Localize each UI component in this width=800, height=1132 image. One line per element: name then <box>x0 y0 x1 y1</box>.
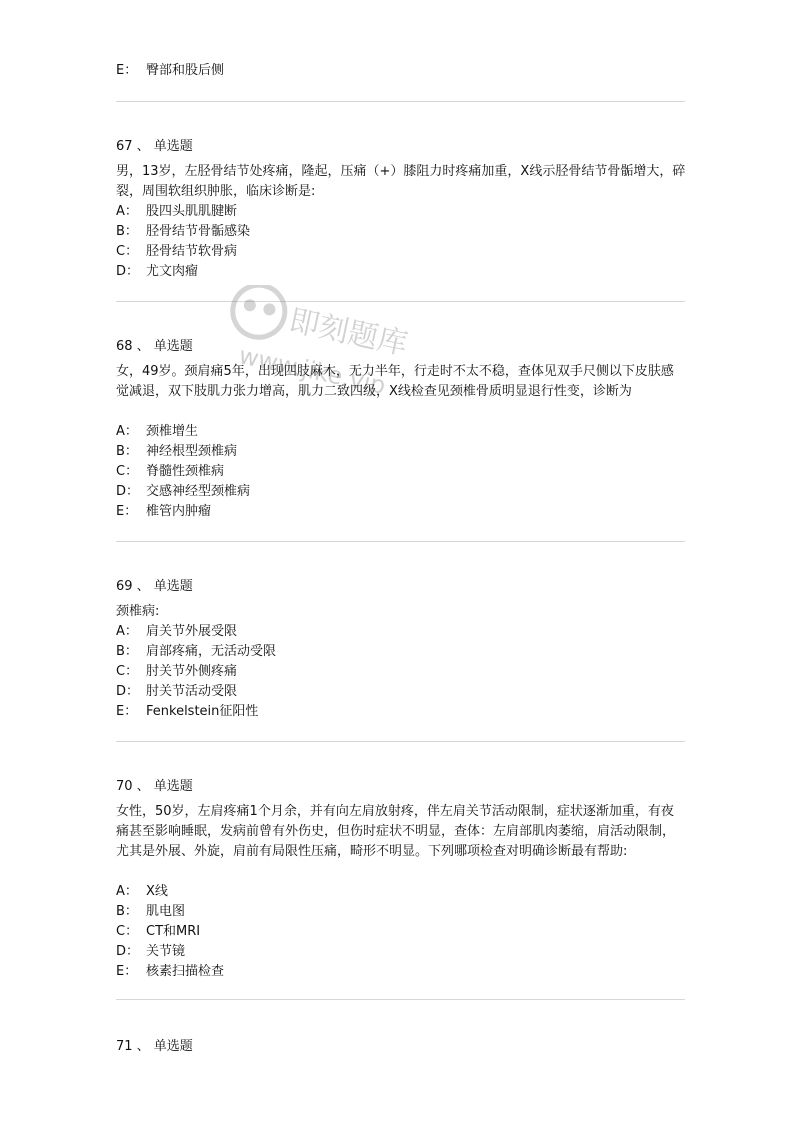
question-divider <box>116 301 685 302</box>
question-header: 71 、 单选题 <box>116 1039 193 1054</box>
option-d <box>116 482 686 502</box>
option-e <box>116 962 686 982</box>
option-text: 尤文肉瘤 <box>146 264 199 279</box>
option-key: B： <box>116 644 138 659</box>
option-key: E： <box>116 504 138 519</box>
watermark-text: 即刻题库 <box>285 303 411 363</box>
option-key: D： <box>116 684 140 699</box>
option-text: CT和MRI <box>146 924 201 939</box>
question-header: 67 、 单选题 <box>116 139 193 154</box>
option-key: A： <box>116 424 138 439</box>
option-key: D： <box>116 264 140 279</box>
question-stem: 女，49岁。颈肩痛5年，出现四肢麻木，无力半年，行走时不太不稳，查体见双手尺侧以下皮肤感觉减退，双下肢肌力张力增高，肌力二致四级，X线检查见颈椎骨质明显退行性变，诊断为 <box>116 364 674 399</box>
question-divider <box>116 999 685 1000</box>
watermark-url: www.jike.vip <box>236 341 389 400</box>
option-text: 胫骨结节软骨病 <box>146 244 238 259</box>
option-key: D： <box>116 484 140 499</box>
option-key: D： <box>116 944 140 959</box>
option-c <box>116 662 686 682</box>
option-text: 肘关节外侧疼痛 <box>146 664 238 679</box>
option-e <box>116 502 686 522</box>
option-text: 椎管内肿瘤 <box>146 504 212 519</box>
question-header: 68 、 单选题 <box>116 339 193 354</box>
option-key: B： <box>116 444 138 459</box>
option-e <box>116 702 686 722</box>
option-d <box>116 942 686 962</box>
option-key: C： <box>116 464 139 479</box>
option-key: C： <box>116 924 139 939</box>
question-divider <box>116 541 685 542</box>
option-key: A： <box>116 204 138 219</box>
option-b <box>116 902 686 922</box>
option-key: B： <box>116 904 138 919</box>
option-c <box>116 922 686 942</box>
option-key: E： <box>116 704 138 719</box>
option-text: 肌电图 <box>146 904 186 919</box>
option-text: 核素扫描检查 <box>146 964 225 979</box>
option-a <box>116 882 686 902</box>
option-a <box>116 202 686 222</box>
option-text: 关节镜 <box>146 944 186 959</box>
option-key: C： <box>116 244 139 259</box>
option-c <box>116 242 686 262</box>
option-d <box>116 262 686 282</box>
option-text: Fenkelstein征阳性 <box>146 704 259 719</box>
option-a <box>116 622 686 642</box>
option-c <box>116 462 686 482</box>
question-divider <box>116 101 685 102</box>
option-text: 脊髓性颈椎病 <box>146 464 225 479</box>
option-text: 臀部和股后侧 <box>146 63 225 78</box>
option-a <box>116 422 686 442</box>
option-text: 神经根型颈椎病 <box>146 444 238 459</box>
option-key: E： <box>116 63 138 78</box>
option-key: C： <box>116 664 139 679</box>
watermark-logo <box>210 285 430 435</box>
option-text: 颈椎增生 <box>146 424 199 439</box>
question-stem: 女性，50岁，左肩疼痛1个月余，并有向左肩放射疼，伴左肩关节活动限制，症状逐渐加重，有夜痛甚至影响睡眠，发病前曾有外伤史，但伤时症状不明显，查体：左肩部肌肉萎缩，肩活动限制，尤其是外展、外旋，肩前有局限性压痛，畸形不明显。下列哪项检查对明确诊断最有帮助: <box>116 804 676 859</box>
option-text: X线 <box>146 884 168 899</box>
panda-icon <box>228 285 290 342</box>
option-b <box>116 442 686 462</box>
option-text: 股四头肌肌腱断 <box>146 204 238 219</box>
option-key: E： <box>116 964 138 979</box>
question-stem: 男，13岁，左胫骨结节处疼痛，隆起，压痛（+）膝阻力时疼痛加重，X线示胫骨结节骨骺增大，碎裂，周围软组织肿胀，临床诊断是: <box>116 164 686 199</box>
option-key: A： <box>116 624 138 639</box>
option-b <box>116 222 686 242</box>
prev-option-e <box>116 61 686 81</box>
option-key: A： <box>116 884 138 899</box>
option-d <box>116 682 686 702</box>
question-stem: 颈椎病: <box>116 604 160 619</box>
option-text: 肘关节活动受限 <box>146 684 238 699</box>
option-text: 交感神经型颈椎病 <box>146 484 251 499</box>
option-key: B： <box>116 224 138 239</box>
question-divider <box>116 741 685 742</box>
option-text: 胫骨结节骨骺感染 <box>146 224 251 239</box>
option-text: 肩关节外展受限 <box>146 624 238 639</box>
option-b <box>116 642 686 662</box>
option-text: 肩部疼痛，无活动受限 <box>146 644 277 659</box>
question-header: 70 、 单选题 <box>116 779 193 794</box>
question-header: 69 、 单选题 <box>116 579 193 594</box>
